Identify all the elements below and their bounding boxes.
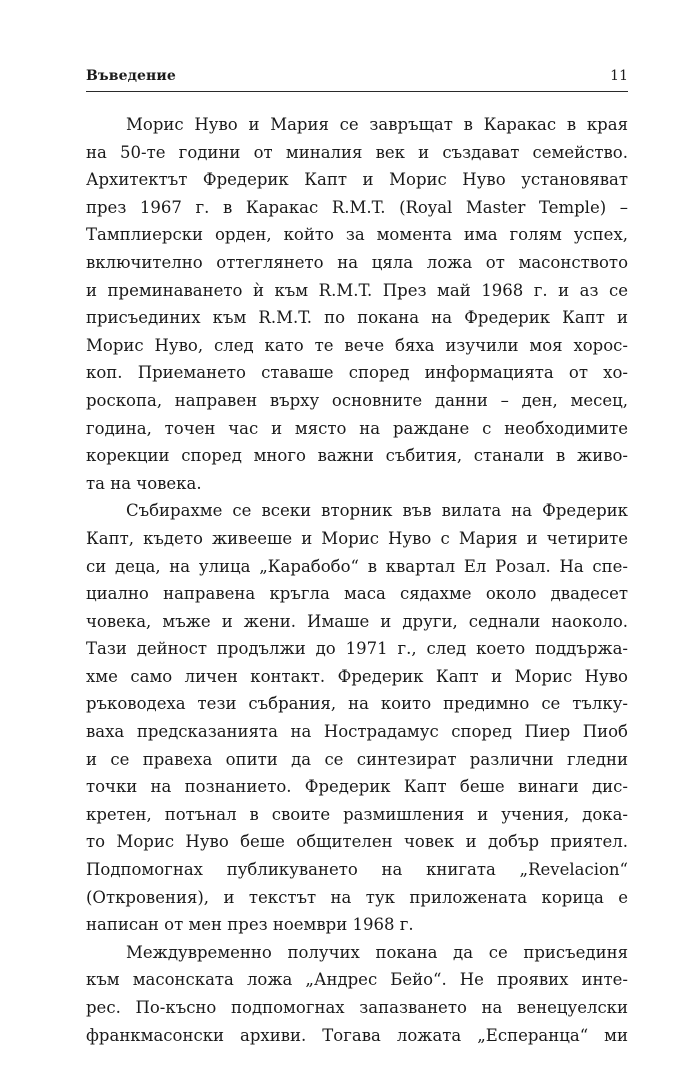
chapter-title: Въведение <box>86 68 176 84</box>
text-line: ръководеха тези събрания, на които предимно се тълку- <box>86 694 628 714</box>
text-line: та на човека. <box>86 473 202 493</box>
text-line: точки на познанието. Фредерик Капт беше винаги дис- <box>86 777 628 797</box>
text-line: Морис Нуво, след като те вече бяха изучили моя хорос- <box>86 335 628 355</box>
text-line: Капт, където живееше и Морис Нуво с Мария и четирите <box>86 528 628 548</box>
text-line: Подпомогнах публикуването на книгата „Revelacion“ <box>86 860 628 880</box>
paragraph <box>86 111 628 497</box>
text-line: през 1967 г. в Каракас R.M.T. (Royal Master Temple) – <box>86 197 628 217</box>
paragraph <box>86 497 628 939</box>
text-line: (Откровения), и текстът на тук приложената корица е <box>86 887 628 907</box>
text-line: корекции според много важни събития, станали в живо- <box>86 446 628 466</box>
text-line: коп. Приемането ставаше според информацията от хо- <box>86 363 628 383</box>
running-head <box>86 64 628 88</box>
text-line: франкмасонски архиви. Тогава ложата „Есперанца“ ми <box>86 1025 628 1045</box>
text-line: хме само личен контакт. Фредерик Капт и Морис Нуво <box>86 666 628 686</box>
text-line: написан от мен през ноември 1968 г. <box>86 915 414 935</box>
text-line: то Морис Нуво беше общителен човек и добър приятел. <box>86 832 628 852</box>
text-line: кретен, потънал в своите размишления и учения, дока- <box>86 804 628 824</box>
body-text <box>86 111 628 1049</box>
text-line: на 50-те години от миналия век и създават семейство. <box>86 142 628 162</box>
text-line: включително оттеглянето на цяла ложа от масонството <box>86 252 628 272</box>
text-line: човека, мъже и жени. Имаше и други, седнали наоколо. <box>86 611 628 631</box>
paragraph <box>86 939 628 1049</box>
text-line: Тази дейност продължи до 1971 г., след което поддържа- <box>86 639 628 659</box>
text-line: година, точен час и място на раждане с необходимите <box>86 418 628 438</box>
header-rule <box>86 91 628 92</box>
text-line: и преминаването ѝ към R.M.T. През май 1968 г. и аз се <box>86 280 628 300</box>
text-line: роскопа, направен върху основните данни – ден, месец, <box>86 390 628 410</box>
text-line: си деца, на улица „Карабобо“ в квартал Ел Розал. На спе- <box>86 556 628 576</box>
text-line: присъединих към R.M.T. по покана на Фредерик Капт и <box>86 308 628 328</box>
text-line: Събирахме се всеки вторник във вилата на Фредерик <box>126 501 628 521</box>
page-number: 11 <box>610 68 628 84</box>
text-line: към масонската ложа „Андрес Бейо“. Не проявих инте- <box>86 970 628 990</box>
text-line: Архитектът Фредерик Капт и Морис Нуво установяват <box>86 170 628 190</box>
text-line: циално направена кръгла маса сядахме около двадесет <box>86 584 628 604</box>
text-line: рес. По-късно подпомогнах запазването на венецуелски <box>86 998 628 1017</box>
text-line: Морис Нуво и Мария се завръщат в Каракас в края <box>126 115 628 134</box>
text-line: Междувременно получих покана да се присъединя <box>126 942 628 962</box>
text-line: ваха предсказанията на Нострадамус според Пиер Пиоб <box>86 722 628 742</box>
text-line: и се правеха опити да се синтезират различни гледни <box>86 749 628 769</box>
text-line: Тамплиерски орден, който за момента има голям успех, <box>86 225 628 245</box>
